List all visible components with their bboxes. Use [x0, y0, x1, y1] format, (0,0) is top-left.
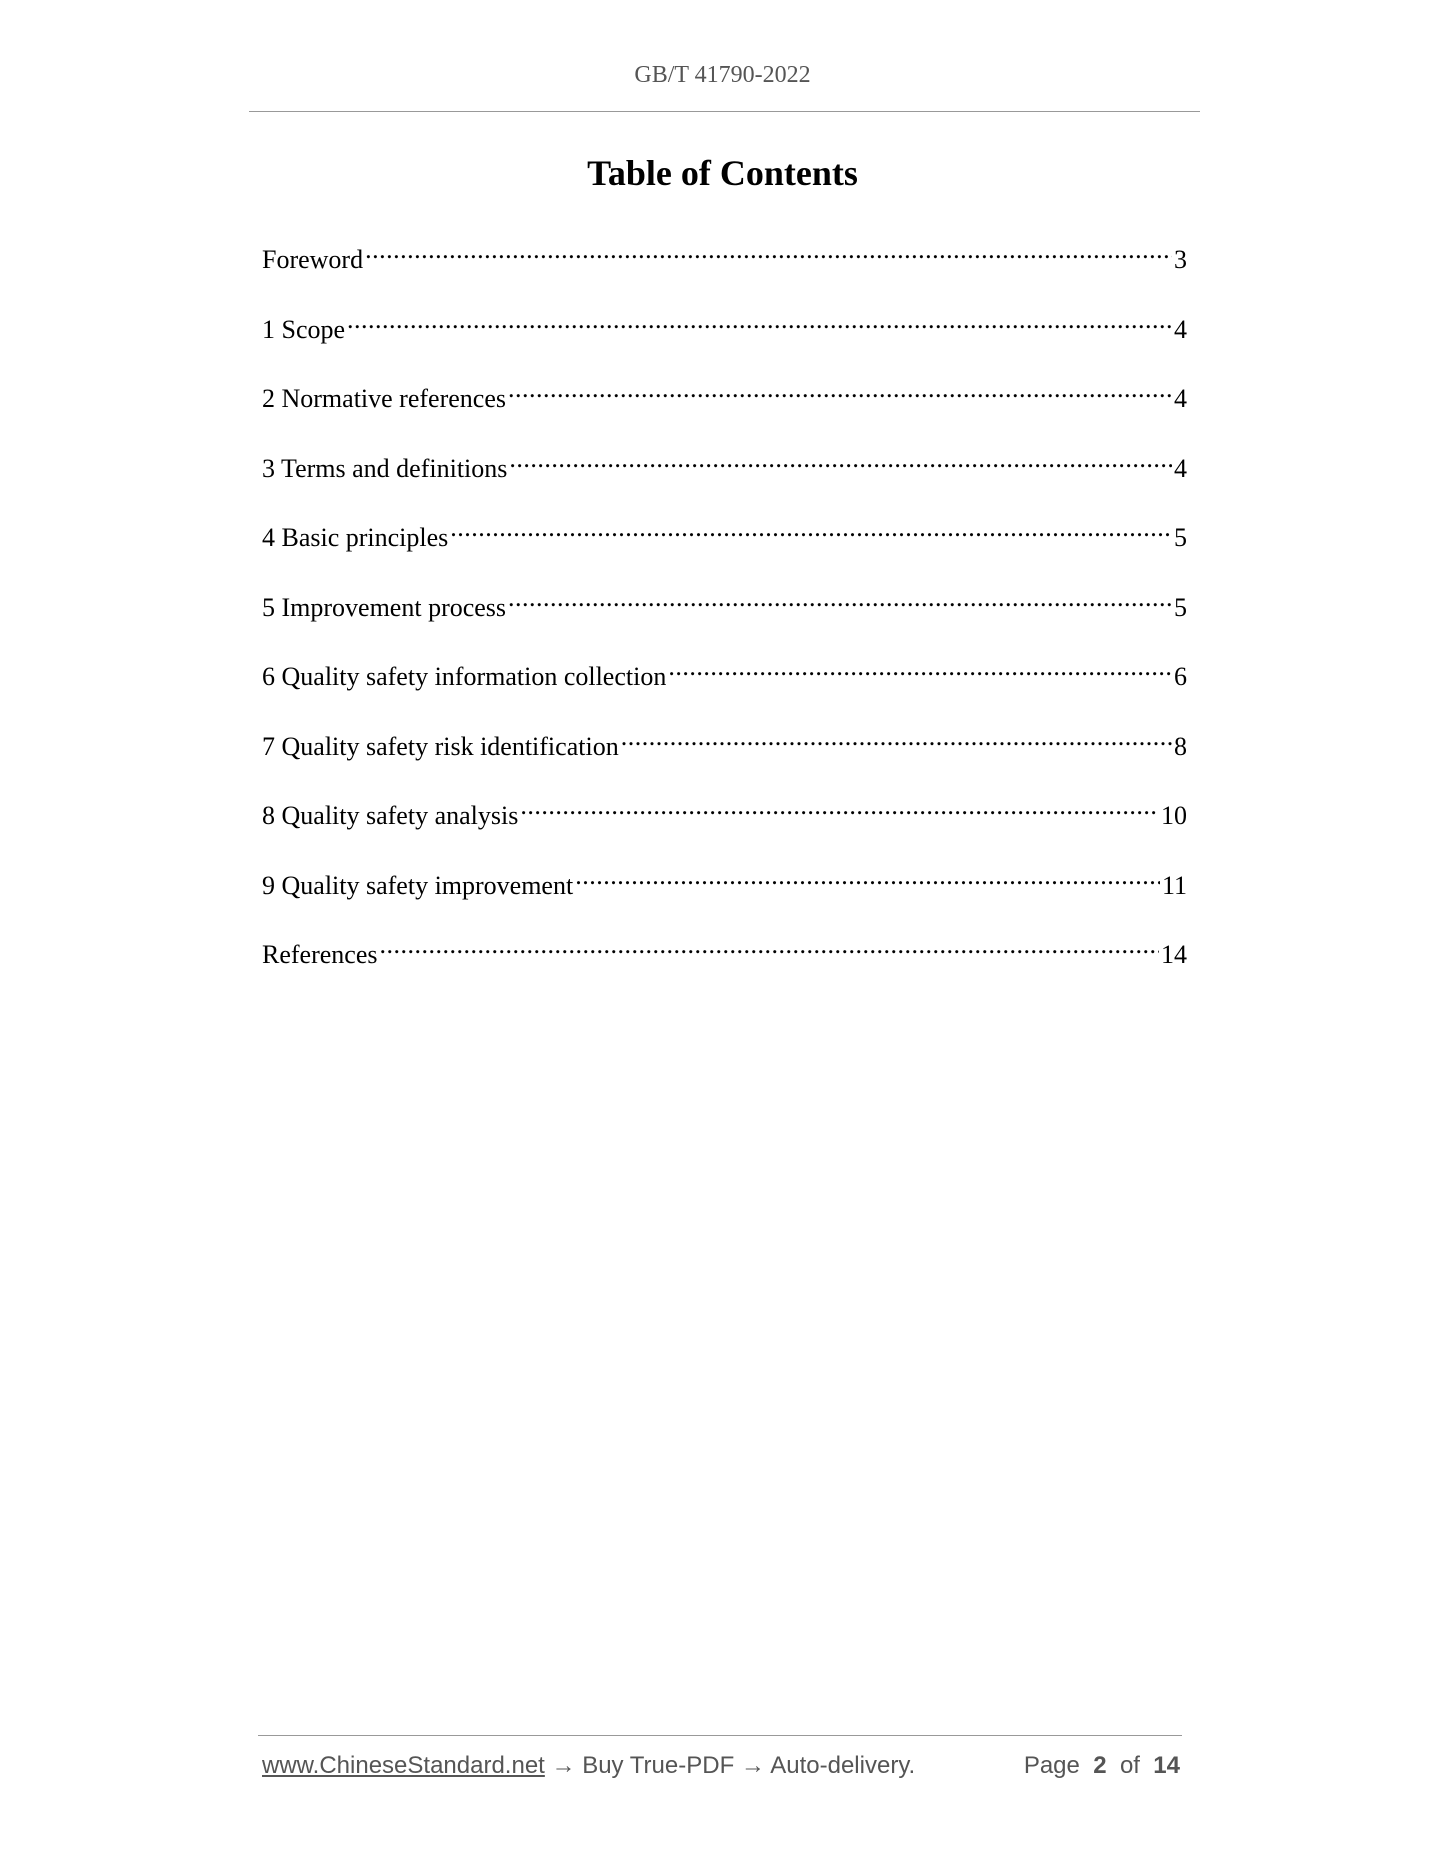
- toc-entry-label: References: [262, 940, 378, 969]
- toc-entry-label: 2 Normative references: [262, 384, 506, 413]
- dot-leader: [365, 232, 1172, 268]
- toc-entry-label: 9 Quality safety improvement: [262, 871, 574, 900]
- dot-leader: [379, 927, 1159, 963]
- toc-entry-label: 8 Quality safety analysis: [262, 801, 519, 830]
- toc-entry-page: 5: [1174, 523, 1187, 552]
- toc-entry-label: 6 Quality safety information collection: [262, 662, 667, 691]
- site-link[interactable]: www.ChineseStandard.net: [262, 1752, 545, 1779]
- dot-leader: [508, 371, 1172, 407]
- toc-entry-safety-improvement[interactable]: [262, 858, 1187, 900]
- buy-pdf-text: Buy True-PDF: [582, 1752, 735, 1779]
- toc-title: Table of Contents: [587, 153, 858, 193]
- arrow-right-icon: →: [740, 1752, 765, 1779]
- toc-entry-page: 4: [1174, 454, 1187, 483]
- dot-leader: [508, 580, 1172, 616]
- header-divider: [249, 111, 1200, 112]
- toc-entry-page: 6: [1174, 662, 1187, 691]
- arrow-right-icon: →: [551, 1752, 576, 1779]
- toc-entry-foreword[interactable]: [262, 232, 1187, 274]
- toc-entry-information-collection[interactable]: [262, 649, 1187, 691]
- toc-entry-page: 10: [1161, 801, 1187, 830]
- toc-entry-label: 1 Scope: [262, 315, 346, 344]
- toc-entry-page: 3: [1174, 245, 1187, 274]
- toc-entry-page: 11: [1161, 871, 1187, 900]
- toc-entry-improvement-process[interactable]: [262, 580, 1187, 622]
- toc-entry-label: 4 Basic principles: [262, 523, 449, 552]
- toc-entry-label: 3 Terms and definitions: [262, 454, 508, 483]
- standard-code-header: GB/T 41790-2022: [634, 62, 811, 88]
- toc-entry-page: 8: [1174, 732, 1187, 761]
- current-page-number: 2: [1093, 1752, 1107, 1779]
- total-page-count: 14: [1153, 1752, 1180, 1779]
- toc-entry-page: 5: [1174, 593, 1187, 622]
- toc-entry-scope[interactable]: [262, 302, 1187, 344]
- page-footer: [262, 1752, 1180, 1788]
- toc-entry-safety-analysis[interactable]: [262, 788, 1187, 830]
- toc-entry-page: 4: [1174, 315, 1187, 344]
- toc-entry-label: Foreword: [262, 245, 364, 274]
- toc-entry-terms-and-definitions[interactable]: [262, 441, 1187, 483]
- dot-leader: [347, 302, 1172, 338]
- toc-entry-label: 7 Quality safety risk identification: [262, 732, 619, 761]
- dot-leader: [450, 510, 1172, 546]
- toc-entry-references[interactable]: [262, 927, 1187, 969]
- page-number: [1024, 1752, 1180, 1780]
- toc-entry-page: 14: [1161, 940, 1187, 969]
- dot-leader: [621, 719, 1172, 755]
- toc-entry-basic-principles[interactable]: [262, 510, 1187, 552]
- toc-entry-page: 4: [1174, 384, 1187, 413]
- toc-entry-normative-references[interactable]: [262, 371, 1187, 413]
- dot-leader: [509, 441, 1172, 477]
- of-word: of: [1119, 1752, 1140, 1779]
- dot-leader: [575, 858, 1160, 894]
- dot-leader: [520, 788, 1159, 824]
- footer-promo: [262, 1752, 915, 1780]
- toc-entry-label: 5 Improvement process: [262, 593, 507, 622]
- toc-entry-risk-identification[interactable]: [262, 719, 1187, 761]
- auto-delivery-text: Auto-delivery.: [770, 1752, 916, 1779]
- page-word: Page: [1023, 1752, 1080, 1779]
- dot-leader: [668, 649, 1172, 685]
- footer-divider: [258, 1735, 1182, 1736]
